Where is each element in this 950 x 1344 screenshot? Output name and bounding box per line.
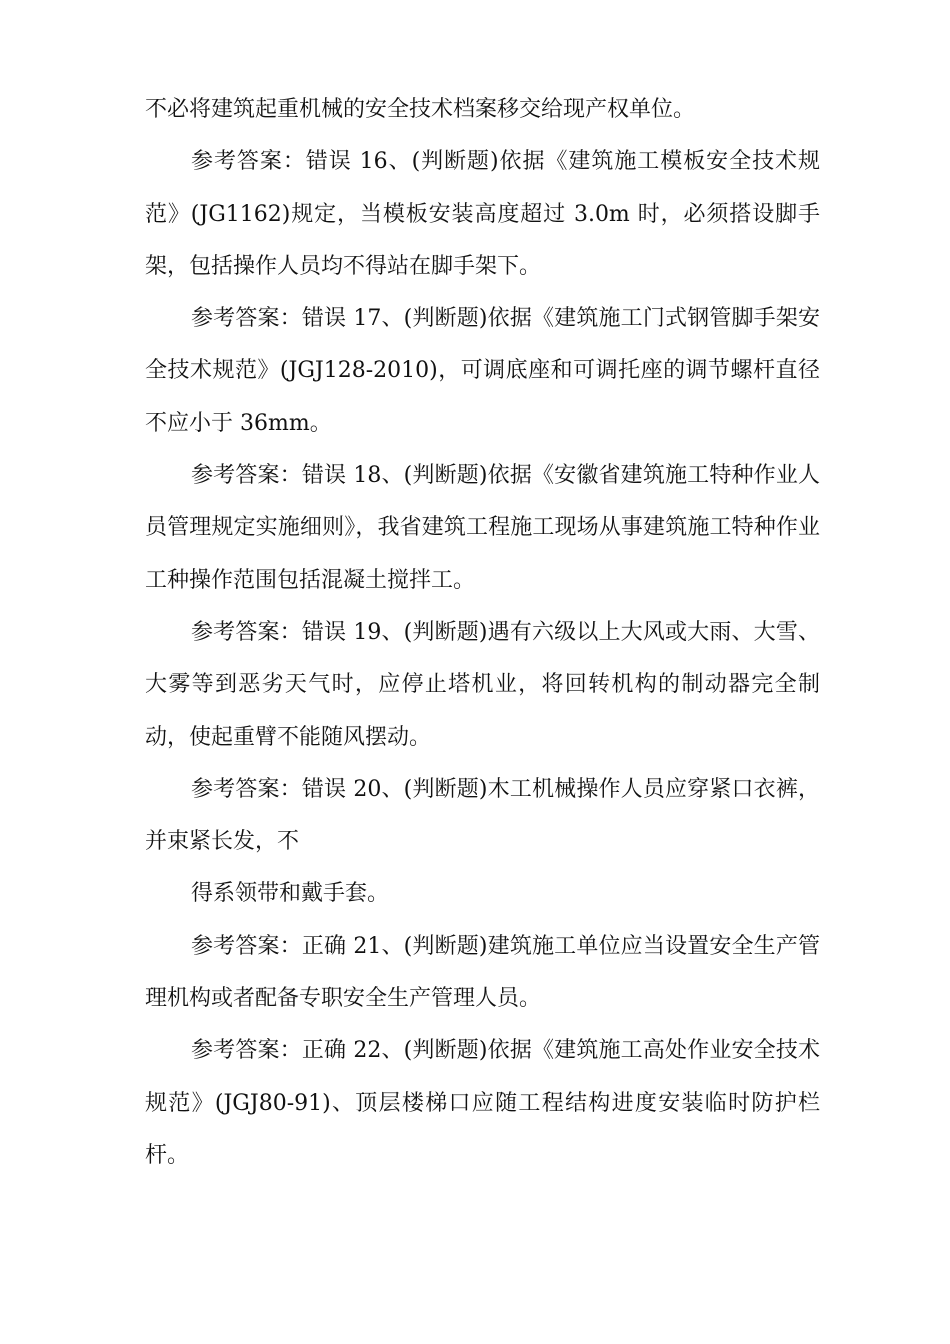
paragraph-4: 参考答案：错误 18、(判断题)依据《安徽省建筑施工特种作业人员管理规定实施细则》，我省建筑工程施工现场从事建筑施工特种作业工种操作范围包括混凝土搅拌工。: [145, 463, 820, 593]
paragraph-5: 参考答案：错误 19、(判断题)遇有六级以上大风或大雨、大雪、大雾等到恶劣天气时，应停止塔机业，将回转机构的制动器完全制动，使起重臂不能随风摆动。: [145, 619, 820, 750]
paragraph-9: 参考答案：正确 22、(判断题)依据《建筑施工高处作业安全技术规范》(JGJ80-91)、顶层楼梯口应随工程结构进度安装临时防护栏杆。: [145, 1038, 820, 1168]
paragraph-3: 参考答案：错误 17、(判断题)依据《建筑施工门式钢管脚手架安全技术规范》(JGJ128-2010)，可调底座和可调托座的调节螺杆直径不应小于 36mm。: [145, 306, 820, 436]
paragraph-8: 参考答案：正确 21、(判断题)建筑施工单位应当设置安全生产管理机构或者配备专职安全生产管理人员。: [145, 933, 820, 1012]
paragraph-6: 参考答案：错误 20、(判断题)木工机械操作人员应穿紧口衣裤，并束紧长发，不: [145, 776, 820, 855]
paragraph-1: 不必将建筑起重机械的安全技术档案移交给现产权单位。: [145, 97, 696, 122]
document-body: [145, 84, 820, 1182]
paragraph-7: 得系领带和戴手套。: [191, 881, 390, 907]
paragraph-2: 参考答案：错误 16、(判断题)依据《建筑施工模板安全技术规范》(JG1162)规定，当模板安装高度超过 3.0m 时，必须搭设脚手架，包括操作人员均不得站在脚手架下。: [145, 149, 820, 279]
